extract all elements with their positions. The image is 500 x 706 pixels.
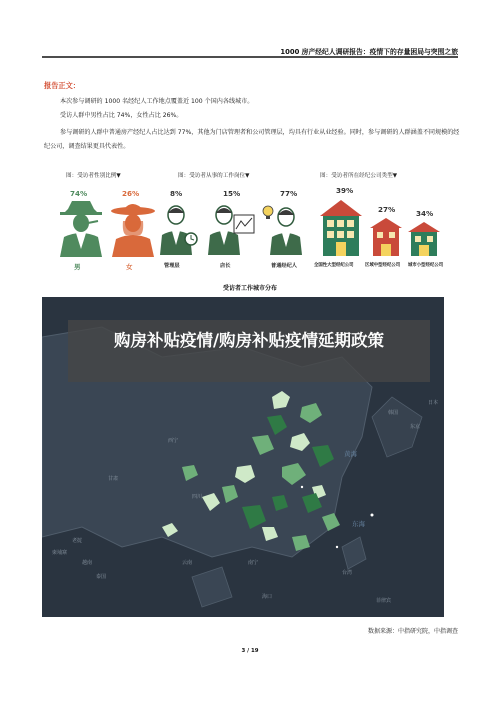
position-manager-label: 管理层 (164, 263, 180, 269)
position-agent-pct: 77% (280, 189, 298, 198)
section-label: 报告正文： (44, 81, 80, 90)
header-rule (42, 56, 458, 58)
company-large-pct: 39% (336, 186, 354, 195)
map-label-laos: 老挝 (72, 538, 83, 544)
map-label-yunnan: 云南 (182, 560, 193, 566)
man-icon (56, 199, 106, 257)
manager-icon (158, 201, 198, 255)
woman-icon (108, 199, 158, 257)
medium-building-icon (368, 216, 404, 258)
small-building-icon (406, 220, 442, 258)
map-label-thailand: 泰国 (96, 574, 107, 580)
position-manager-pct: 8% (170, 189, 183, 198)
data-source: 数据来源：中指研究院，中指调查 (367, 628, 458, 635)
company-large-label: 全国性大型经纪公司 (314, 263, 354, 268)
map-label-sichuan: 四川 (192, 494, 203, 500)
gender-male-label: 男 (74, 263, 81, 271)
map-label-japan: 日本 (428, 400, 439, 406)
map-label-east-sea: 东海 (352, 520, 365, 528)
paragraph-coverage: 本次参与调研的 1000 名经纪人工作地点覆盖近 100 个国内各线城市。 (60, 98, 254, 105)
page-number: 3 / 19 (241, 648, 259, 654)
gender-female-pct: 26% (122, 189, 140, 198)
position-caption: 图：受访者从事的工作岗位▼ (178, 173, 250, 179)
map-label-xining: 西宁 (168, 438, 179, 444)
company-small-pct: 34% (416, 209, 434, 218)
company-medium-label: 区域中型经纪公司 (365, 263, 401, 268)
gender-caption: 图：受访者性别比例▼ (66, 173, 121, 179)
title-overlay-box (68, 320, 430, 382)
map-label-vietnam: 越南 (82, 560, 93, 566)
map-label-haikou: 海口 (262, 594, 273, 600)
map-label-korea: 韩国 (388, 410, 399, 416)
paragraph-position: 参与调研的人群中普通房产经纪人占比达到 77%，其他为门店管理者和公司管理层，均具有行业从业经验。同时，参与调研的人群涵盖不同规模的经纪公司，调查结果更具代表性。 (44, 129, 460, 150)
company-medium-pct: 27% (378, 205, 396, 214)
map-label-cambodia: 柬埔寨 (52, 550, 68, 556)
map-label-nanning: 南宁 (248, 560, 259, 566)
paragraph-gender: 受访人群中男性占比 74%，女性占比 26%。 (60, 112, 183, 119)
gender-female-label: 女 (126, 263, 133, 271)
gender-male-pct: 74% (70, 189, 88, 198)
map-label-taiwan: 台湾 (342, 570, 353, 576)
large-building-icon (318, 198, 364, 258)
title-overlay-text: 购房补贴疫情/购房补贴疫情延期政策 (113, 331, 385, 350)
position-agent-label: 普通经纪人 (271, 263, 297, 269)
map-title: 受访者工作城市分布 (222, 285, 277, 292)
map-label-gansu: 甘肃 (108, 476, 119, 482)
map-label-philippines: 菲律宾 (376, 598, 392, 604)
store-manager-icon (206, 201, 256, 255)
company-caption: 图：受访者所在经纪公司类型▼ (320, 173, 398, 179)
position-store-manager-pct: 15% (223, 189, 241, 198)
map-label-tokyo: 东京 (410, 424, 421, 430)
position-store-manager-label: 店长 (220, 263, 231, 269)
map-label-yellow-sea: 黄海 (344, 450, 357, 458)
company-small-label: 城市小型经纪公司 (408, 263, 444, 268)
agent-icon (258, 201, 306, 255)
report-header-title: 1000 房产经纪人调研报告：疫情下的存量困局与突围之旅 (280, 48, 458, 56)
